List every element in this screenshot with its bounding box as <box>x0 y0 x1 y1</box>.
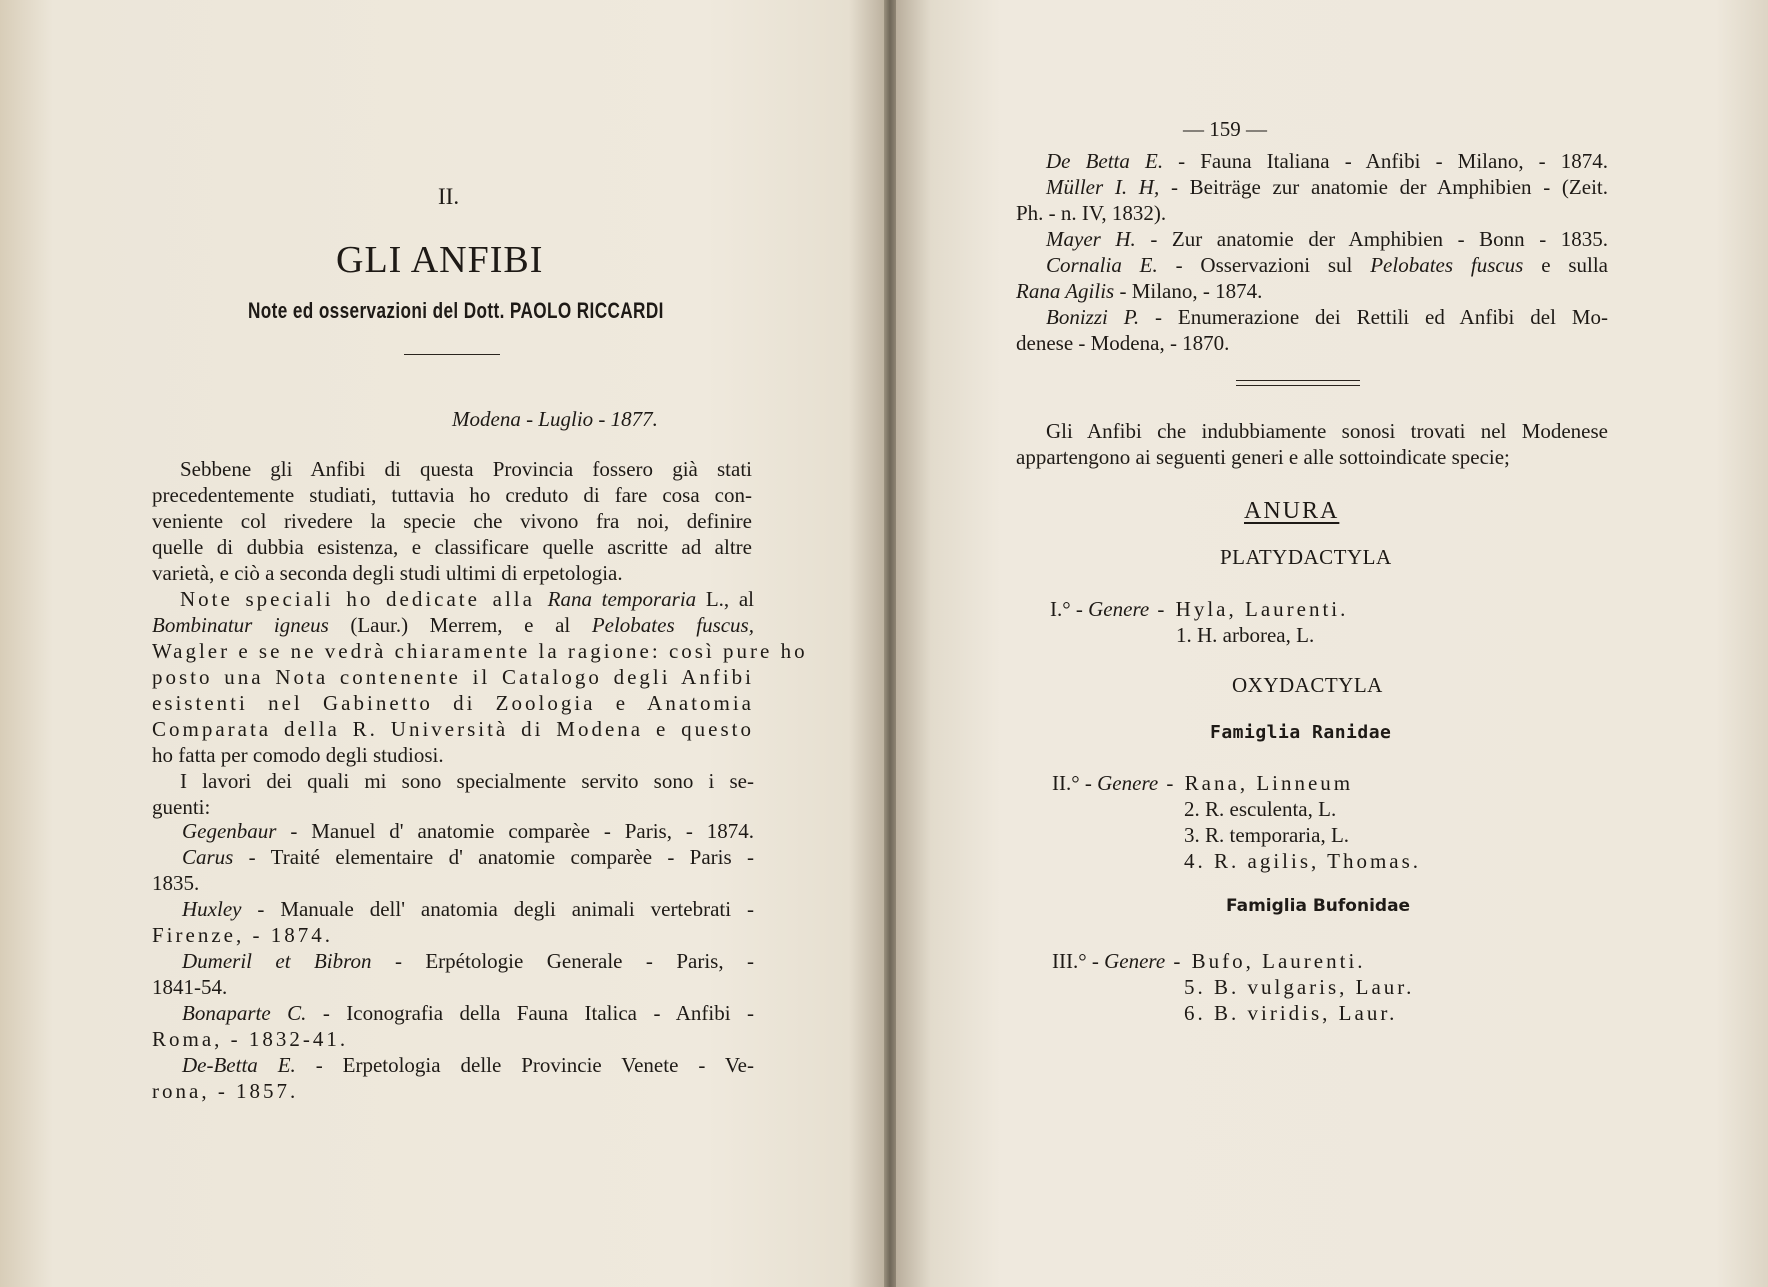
genus-rana: II.° - Genere - Rana, Linneum <box>1052 771 1354 795</box>
text-line: veniente col rivedere la specie che vivono fra noi, definire <box>152 509 752 533</box>
subtitle: Note ed osservazioni del Dott. PAOLO RICCARDI <box>248 298 664 323</box>
order-heading: ANURA <box>1244 498 1340 524</box>
double-rule-top <box>1236 380 1360 381</box>
text-line: guenti: <box>152 795 211 819</box>
reference-entry: Müller I. H, - Beiträge zur anatomie der Amphibien - (Zeit. Ph. - n. IV, 1832). <box>1016 175 1608 225</box>
species-item: 2. R. esculenta, L. <box>1184 797 1337 821</box>
page-number: — 159 — <box>1183 117 1267 141</box>
reference-entry: Cornalia E. - Osservazioni sul Pelobates fuscus e sulla Rana Agilis - Milano, - 1874. <box>1016 253 1608 303</box>
text-line: Comparata della R. Università di Modena e questo <box>152 717 754 741</box>
text-line: appartengono ai seguenti generi e alle sottoindicate specie; <box>1016 445 1510 469</box>
text-line: esistenti nel Gabinetto di Zoologia e Anatomia <box>152 691 754 715</box>
text-line: Gli Anfibi che indubbiamente sonosi trovati nel Modenese <box>1046 419 1608 443</box>
reference-entry: Huxley - Manuale dell' anatomia degli animali vertebrati - Firenze, - 1874. <box>152 897 754 947</box>
group-heading-platydactyla: PLATYDACTYLA <box>1220 545 1392 569</box>
species-list-rana <box>1184 796 1421 874</box>
family-ranidae: Famiglia Ranidae <box>1210 722 1392 743</box>
genus-bufo: III.° - Genere - Bufo, Laurenti. <box>1052 949 1366 973</box>
reference-entry: Bonaparte C. - Iconografia della Fauna Italica - Anfibi - Roma, - 1832-41. <box>152 1001 755 1051</box>
double-rule-bottom <box>1236 385 1360 386</box>
text-line: Wagler e se ne vedrà chiaramente la ragione: così pure ho <box>152 639 808 663</box>
species-item: 1. H. arborea, L. <box>1176 623 1315 647</box>
text-line: posto una Nota contenente il Catalogo degli Anfibi <box>152 665 754 689</box>
species-item: 4. R. agilis, Thomas. <box>1184 849 1422 873</box>
text-line: I lavori dei quali mi sono specialmente servito sono i se- <box>180 769 754 793</box>
species-item: 6. B. viridis, Laur. <box>1184 1001 1398 1025</box>
text-line: Bombinatur igneus (Laur.) Merrem, e al Pelobates fuscus, <box>152 613 754 637</box>
reference-entry: Mayer H. - Zur anatomie der Amphibien - Bonn - 1835. <box>1046 227 1608 251</box>
title-rule <box>404 354 500 355</box>
place-date: Modena - Luglio - 1877. <box>452 407 658 431</box>
paragraph-3 <box>152 768 754 820</box>
genus-hyla: I.° - Genere - Hyla, Laurenti. <box>1050 597 1349 621</box>
right-page <box>896 0 1768 1287</box>
group-heading-oxydactyla: OXYDACTYLA <box>1232 673 1383 697</box>
reference-entry: De Betta E. - Fauna Italiana - Anfibi - Milano, - 1874. <box>1046 149 1608 173</box>
species-item: 5. B. vulgaris, Laur. <box>1184 975 1415 999</box>
text-line: precedentemente studiati, tuttavia ho creduto di fare cosa con- <box>152 483 752 507</box>
reference-entry: Gegenbaur - Manuel d' anatomie comparèe - Paris, - 1874. <box>182 819 754 843</box>
species-list-hyla <box>1176 622 1314 648</box>
text-line: varietà, e ciò a seconda degli studi ultimi di erpetologia. <box>152 561 623 585</box>
book-gutter <box>884 0 896 1287</box>
text-line: Note speciali ho dedicate alla Rana temporaria L., al <box>180 587 755 611</box>
reference-entry: De-Betta E. - Erpetologia delle Provincie Venete - Ve- rona, - 1857. <box>152 1053 754 1103</box>
text-line: ho fatta per comodo degli studiosi. <box>152 743 444 767</box>
section-number: II. <box>438 184 460 209</box>
paragraph-1 <box>152 456 752 586</box>
text-line: Sebbene gli Anfibi di questa Provincia fossero già stati <box>180 457 752 481</box>
reference-entry: Dumeril et Bibron - Erpétologie Generale - Paris, - 1841-54. <box>152 949 754 999</box>
paragraph-2 <box>152 586 808 768</box>
intro-paragraph <box>1016 418 1608 470</box>
reference-entry: Bonizzi P. - Enumerazione dei Rettili ed Anfibi del Mo- denese - Modena, - 1870. <box>1016 305 1608 355</box>
species-list-bufo <box>1184 974 1414 1026</box>
reference-list-left <box>152 818 754 1104</box>
family-bufonidae: Famiglia Bufonidae <box>1226 896 1411 916</box>
text-line: quelle di dubbia esistenza, e classificare quelle ascritte ad altre <box>152 535 752 559</box>
reference-list-right <box>1016 148 1608 356</box>
species-item: 3. R. temporaria, L. <box>1184 823 1350 847</box>
reference-entry: Carus - Traité elementaire d' anatomie comparèe - Paris - 1835. <box>152 845 754 895</box>
page-title: GLI ANFIBI <box>336 239 544 281</box>
